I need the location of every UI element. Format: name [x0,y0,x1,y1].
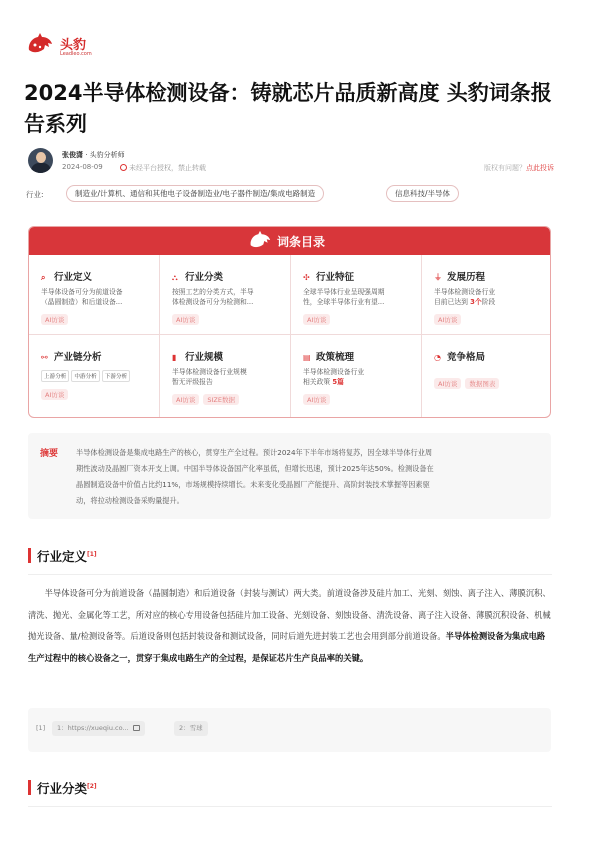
reference-box [28,708,551,752]
toc-item-history[interactable]: ⏚ 发展历程 半导体检测设备行业 目前已达到 3个阶段 AI访谈 [434,272,496,324]
toc-item-competition[interactable]: ◔ 竞争格局 AI访谈 数据图表 [426,341,550,398]
summary-label: 摘要 [40,449,59,459]
toc-header [29,227,550,255]
chain-icon: ⚯ [41,353,48,362]
midstream-chip[interactable]: 中游分析 [71,370,99,382]
definition-paragraph: 半导体设备可分为前道设备（晶圆制造）和后道设备（封装与测试）两大类。前道设备涉及硅片加工、光刻、刻蚀、离子注入、薄膜沉积、清洗、抛光、金属化等工艺，所对应的核心专用设备包括硅片加工设备、光刻设备、刻蚀设备、清洗设备、离子注入设备、薄膜沉积设备、机械抛光设备、量/检测设备等。后道设备则包括封装设备和测试设备，同时后道先进封装工艺也会用到部分前道设备。半导体检测设备为集成电路生产过程中的核心设备之一，贯穿于集成电路生产的全过程，是保证芯片生产良品率的关键。 [28,588,551,663]
brand-url: Leadleo.com [60,51,92,57]
toc-item-definition[interactable]: ⌕ 行业定义 半导体设备可分为前道设备 （晶圆制造）和后道设备... AI访谈 [41,272,123,324]
industry-tag[interactable]: 制造业/计算机、通信和其他电子设备制造业/电子器件制造/集成电路制造 [66,185,324,202]
complaint-link[interactable]: 点此投诉 [526,164,554,172]
downstream-chip[interactable]: 下游分析 [102,370,130,382]
ai-interview-pill[interactable]: AI访谈 [303,314,330,325]
toc-item-scale[interactable]: ▮ 行业规模 半导体检测设备行业规模 暂无评级报告 AI访谈 SIZE数据 [172,352,247,404]
ai-interview-pill[interactable]: AI访谈 [303,394,330,405]
author-row [28,148,554,178]
summary-box [28,433,551,519]
definition-icon: ⌕ [41,273,46,282]
avatar[interactable] [28,148,53,173]
toc-card [28,226,551,418]
ai-interview-pill[interactable]: AI访谈 [172,314,199,325]
industry-row [26,185,556,203]
section-heading-definition: 行业定义[1] [28,546,552,566]
upstream-chip[interactable]: 上游分析 [41,370,69,382]
prohibited-icon [120,164,127,171]
size-data-pill[interactable]: SIZE数据 [203,394,239,405]
toc-item-policy[interactable]: ▤ 政策梳理 半导体检测设备行业 相关政策 5篇 AI访谈 [303,352,365,404]
publish-date: 2024-08-09 [62,163,103,171]
competition-icon: ◔ [434,353,441,362]
ai-interview-pill[interactable]: AI访谈 [41,314,68,325]
ai-interview-pill[interactable]: AI访谈 [434,378,461,389]
ai-interview-pill[interactable]: AI访谈 [41,389,68,400]
copyright-note: 未经平台授权，禁止转载 [120,163,206,173]
scale-icon: ▮ [172,353,177,362]
leopard-logo-icon [247,230,273,252]
section-heading-classification: 行业分类[2] [28,778,552,798]
data-chart-pill[interactable]: 数据图表 [465,378,499,389]
brand-name: 头豹 [60,38,87,53]
ref-number: [1] [36,724,46,732]
ai-interview-pill[interactable]: AI访谈 [434,314,461,325]
report-link-block: 版权有问题？点此投诉 [484,164,554,172]
toc-item-classification[interactable]: ⛬ 行业分类 按照工艺的分类方式，半导 体检测设备可分为检测和... AI访谈 [172,272,254,324]
policy-icon: ▤ [303,353,311,362]
ref-marker[interactable]: [2] [87,782,97,790]
ref-marker[interactable]: [1] [87,550,97,558]
reference-link[interactable]: 1：https://xueqiu.co... [52,721,145,736]
reference-link[interactable]: 2：雪球 [174,721,208,736]
industry-label: 行业: [26,190,44,199]
brand-logo-block[interactable] [26,32,106,62]
ai-interview-pill[interactable]: AI访谈 [172,394,199,405]
author-name[interactable]: 张俊潇 · 头豹分析师 [62,151,125,159]
leopard-logo-icon [26,32,54,58]
toc-item-feature[interactable]: ✣ 行业特征 全球半导体行业呈现强周期 性，全球半导体行业有望... AI访谈 [303,272,385,324]
history-icon: ⏚ [434,273,442,282]
industry-tag[interactable]: 信息科技/半导体 [386,185,459,202]
feature-icon: ✣ [303,273,310,282]
summary-text: 半导体检测设备是集成电路生产的核心，贯穿生产全过程。预计2024年下半年市场将复苏，因全球半导体行业周 期性波动及晶圆厂资本开支上调。中国半导体设备国产化率虽低，但增长迅速，预计2025年达50%。检测设备在 晶圆制造设备中价值占比约11%，市场规模持续增长。未来变化受晶圆厂产能提升、高阶封装技术掌握等因素驱 动，将拉动检测设备采购量提升。 [76,448,434,505]
classification-icon: ⛬ [172,273,178,282]
toc-item-chain[interactable]: ⚯ 产业链分析 上游分析 中游分析 下游分析 AI访谈 [33,341,161,409]
toc-title: 词条目录 [277,235,326,249]
copy-icon[interactable] [133,725,140,731]
page-title: 2024半导体检测设备：铸就芯片品质新高度 头豹词条报告系列 [24,81,552,136]
